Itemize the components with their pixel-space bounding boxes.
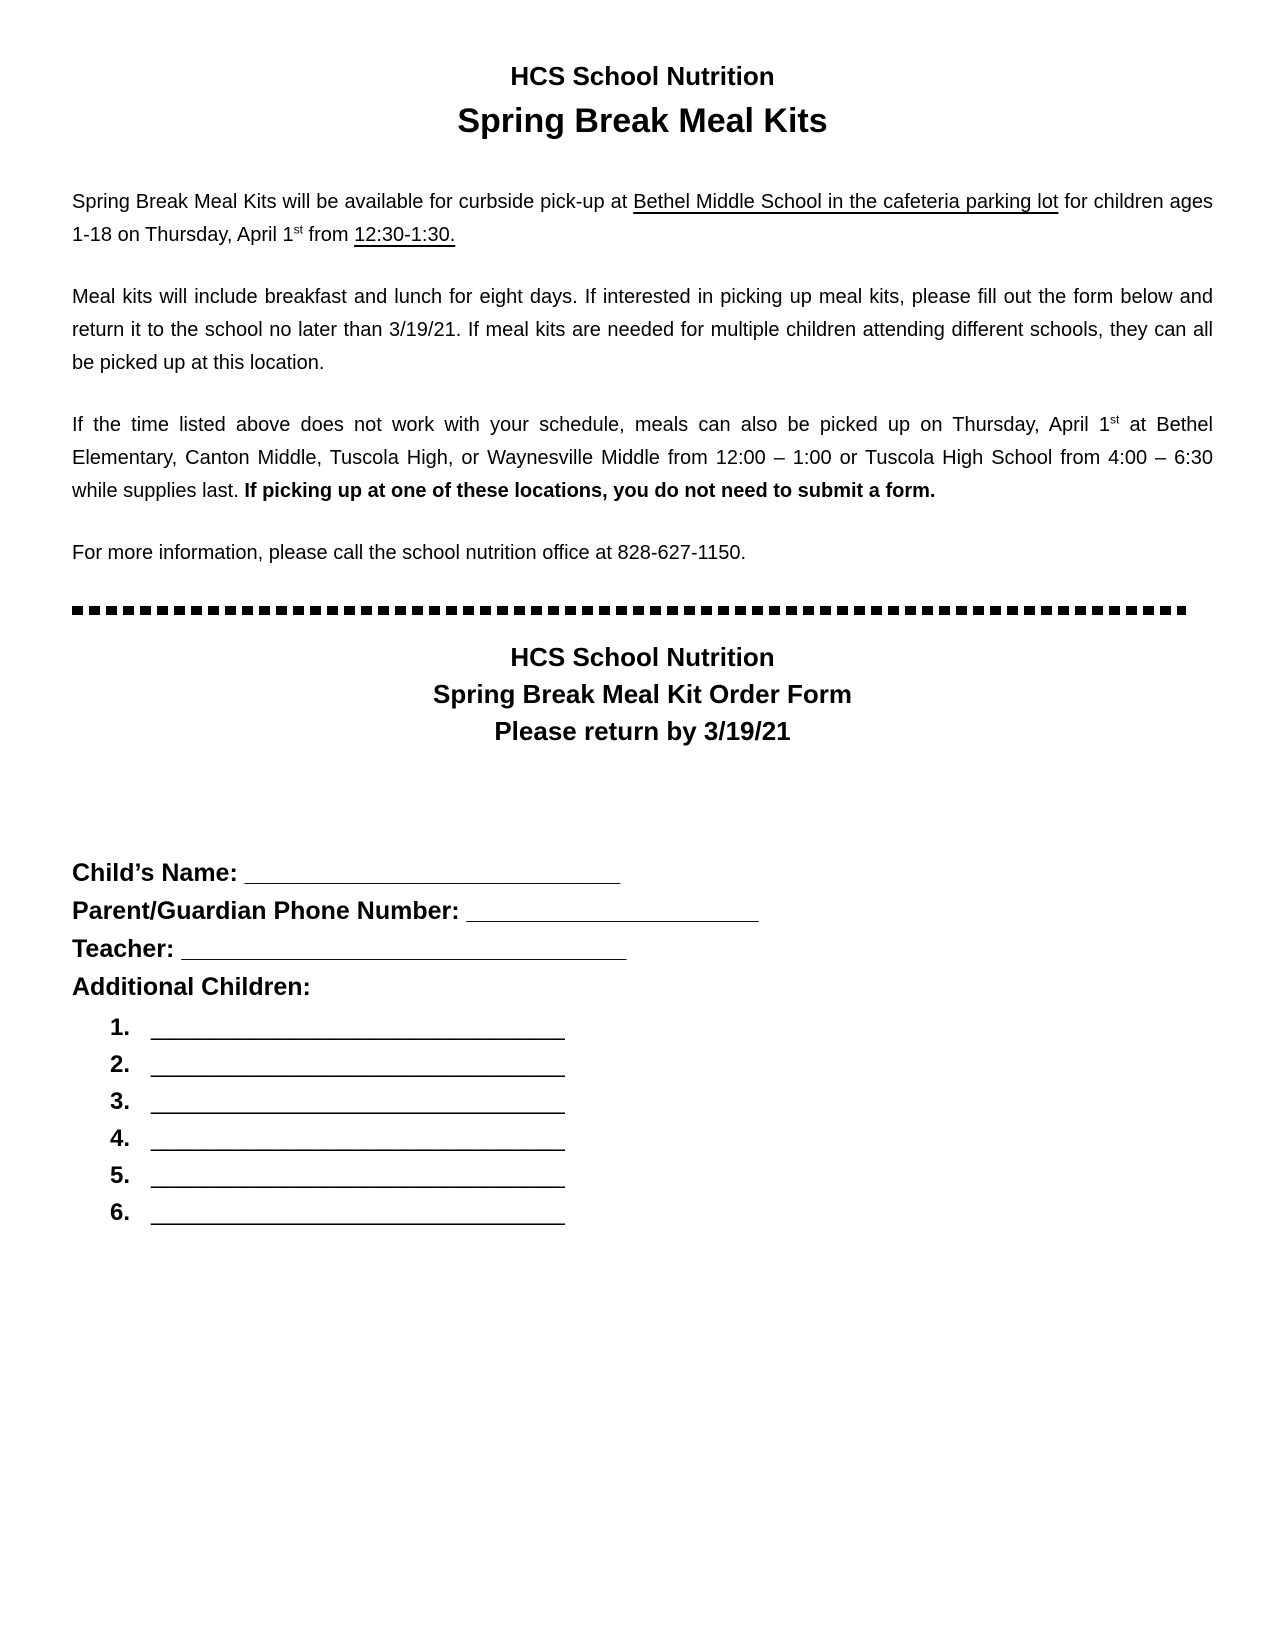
child-line-3-number: 3.	[110, 1088, 131, 1115]
child-line-6-blank: _______________________________	[151, 1199, 565, 1226]
alternate-text-1: If the time listed above does not work with your schedule, meals can also be picked up on Thursday, April 1	[72, 414, 1110, 436]
child-line-3	[110, 1083, 1213, 1120]
paragraph-pickup-info	[72, 186, 1213, 252]
pickup-location-underlined: Bethel Middle School in the cafeteria parking lot	[633, 191, 1059, 213]
field-child-name-blank: ___________________________	[244, 859, 621, 887]
field-teacher-label: Teacher:	[72, 935, 182, 963]
pickup-text-1: Spring Break Meal Kits will be available for curbside pick-up at	[72, 191, 634, 213]
order-form-header	[72, 639, 1213, 750]
order-form-title: Spring Break Meal Kit Order Form	[433, 679, 852, 709]
child-line-2	[110, 1046, 1213, 1083]
field-parent-phone	[72, 892, 1213, 930]
field-parent-phone-blank: _____________________	[466, 897, 759, 925]
child-line-6-number: 6.	[110, 1199, 131, 1226]
child-line-6	[110, 1194, 1213, 1231]
child-line-1	[110, 1009, 1213, 1046]
additional-children-list	[110, 1009, 1213, 1231]
order-form-org: HCS School Nutrition	[510, 642, 775, 672]
child-line-1-number: 1.	[110, 1014, 131, 1041]
paragraph-alternate-pickup	[72, 409, 1213, 508]
alternate-text-2: at Bethel Elementary, Canton Middle, Tuscola High, or Waynesville Middle from 12:00 – 1:00 or Tuscola High School from 4:00 – 6:30 while supplies last.	[72, 414, 1213, 502]
pickup-time-underlined: 12:30-1:30.	[354, 224, 456, 246]
order-form-deadline: Please return by 3/19/21	[494, 716, 791, 746]
pickup-text-2: for children ages 1-18 on Thursday, April 1	[72, 191, 1213, 246]
additional-children-label: Additional Children:	[72, 973, 311, 1001]
dashed-cutoff-divider	[72, 606, 1186, 615]
paragraph-contact-info: For more information, please call the school nutrition office at 828-627-1150.	[72, 542, 747, 564]
paragraph-meal-kit-details: Meal kits will include breakfast and lunch for eight days. If interested in picking up meal kits, please fill out the form below and return it to the school no later than 3/19/21. If meal kits are needed for multiple children attending different schools, they can all be picked up at this location.	[72, 286, 1213, 374]
child-line-5-blank: _______________________________	[151, 1162, 565, 1189]
child-line-2-number: 2.	[110, 1051, 131, 1078]
child-line-2-blank: _______________________________	[151, 1051, 565, 1078]
ordinal-superscript: st	[293, 222, 303, 237]
ordinal-superscript: st	[1109, 412, 1120, 427]
child-line-5	[110, 1157, 1213, 1194]
field-teacher	[72, 930, 1213, 968]
flyer-org-name: HCS School Nutrition	[510, 61, 775, 91]
field-teacher-blank: ________________________________	[181, 935, 627, 963]
child-line-4	[110, 1120, 1213, 1157]
field-child-name	[72, 854, 1213, 892]
flyer-title: Spring Break Meal Kits	[457, 102, 828, 140]
child-line-3-blank: _______________________________	[151, 1088, 565, 1115]
child-line-1-blank: _______________________________	[151, 1014, 565, 1041]
child-line-5-number: 5.	[110, 1162, 131, 1189]
pickup-text-3: from	[302, 224, 355, 246]
field-child-name-label: Child’s Name:	[72, 859, 245, 887]
no-form-needed-bold: If picking up at one of these locations, you do not need to submit a form.	[244, 480, 936, 502]
order-form-fields	[72, 854, 1213, 1006]
child-line-4-number: 4.	[110, 1125, 131, 1152]
child-line-4-blank: _______________________________	[151, 1125, 565, 1152]
field-parent-phone-label: Parent/Guardian Phone Number:	[72, 897, 467, 925]
